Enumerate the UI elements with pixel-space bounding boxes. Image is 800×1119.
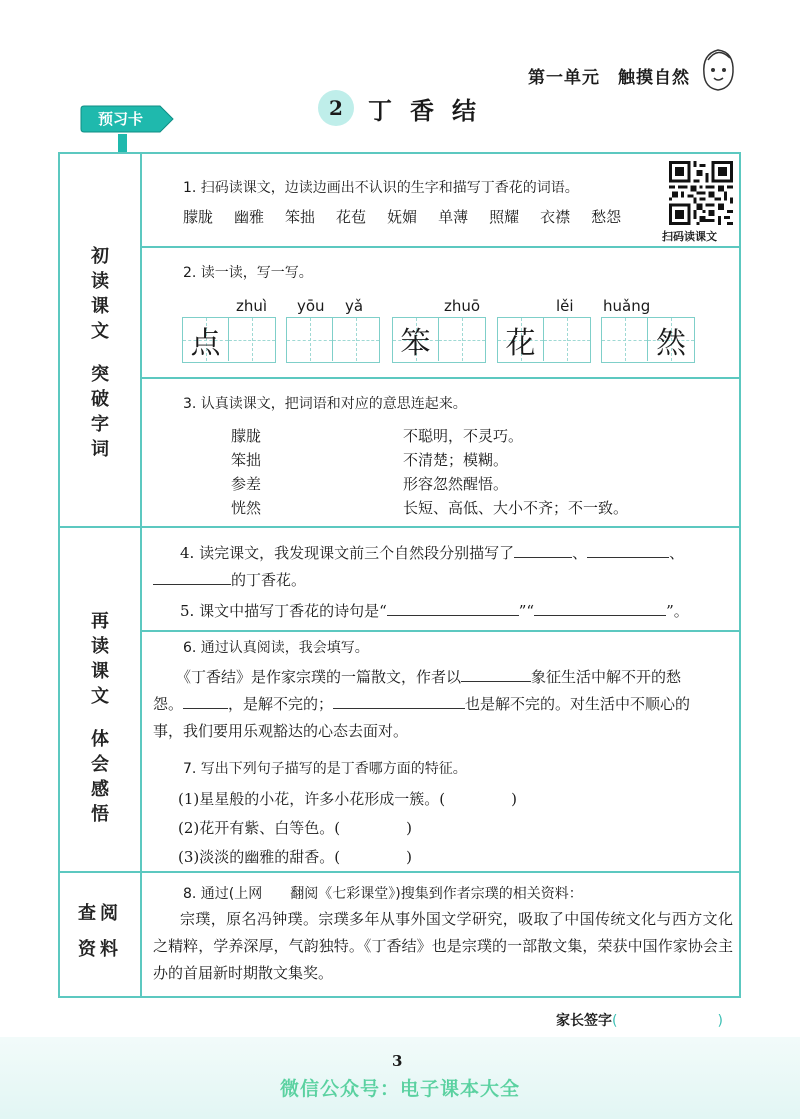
- q1-word: 朦胧: [183, 208, 214, 226]
- grid-cell[interactable]: [602, 318, 648, 361]
- section-label-group: [91, 362, 109, 462]
- divider-q1: [142, 246, 739, 248]
- q7-close: ): [511, 790, 517, 808]
- section-label-second: [60, 609, 140, 827]
- section-label-char: 会: [91, 754, 109, 775]
- qr-code-icon[interactable]: [666, 161, 736, 225]
- pinyin: zhuō: [444, 297, 481, 315]
- q1-word: 单薄: [438, 208, 469, 226]
- section-label-char: 悟: [91, 804, 109, 825]
- writing-grid-1: [182, 317, 276, 363]
- q1-word: 幽雅: [234, 208, 265, 226]
- q5-part-b: ”“: [518, 602, 535, 620]
- q6-t3: 怨。: [153, 695, 184, 713]
- unit-header: [510, 63, 690, 88]
- q1-word: 衣襟: [540, 208, 571, 226]
- divider-section1: [60, 526, 739, 528]
- writing-grid-3: [392, 317, 486, 363]
- unit-label: 第一单元: [528, 68, 600, 88]
- q7-close: ): [406, 848, 412, 866]
- q7-item[interactable]: [178, 844, 758, 871]
- q7-item-text: (2)花开有紫、白等色。(: [178, 819, 341, 837]
- q6-t2: 象征生活中解不开的愁: [531, 668, 682, 686]
- grid-char: [287, 318, 332, 361]
- grid-char: 花: [505, 325, 536, 361]
- section-label-group: [91, 244, 109, 344]
- qr-label: 扫码读课文: [662, 230, 717, 243]
- q5-blank-2[interactable]: [534, 598, 666, 616]
- preview-tag: [80, 104, 175, 134]
- sign-label: 家长签字: [556, 1013, 612, 1029]
- q4-text: [153, 540, 733, 594]
- q7-close: ): [406, 819, 412, 837]
- grid-cell[interactable]: [439, 318, 485, 361]
- grid-char: [229, 318, 275, 361]
- section-third-line2: 资料: [78, 939, 122, 960]
- q5-part-c: ”。: [666, 602, 689, 620]
- q4-blank-1[interactable]: [514, 540, 572, 558]
- q6-t6: 事，我们要用乐观豁达的心态去面对。: [153, 722, 409, 740]
- q6-blank-3[interactable]: [333, 691, 465, 709]
- grid-char: [602, 318, 647, 361]
- section-label-char: 字: [91, 414, 109, 435]
- pinyin: zhuì: [236, 297, 268, 315]
- q7-item[interactable]: [178, 786, 758, 813]
- match-term[interactable]: 参差: [231, 475, 262, 493]
- match-meaning[interactable]: 不清楚；模糊。: [403, 451, 509, 469]
- q4-blank-2[interactable]: [587, 540, 669, 558]
- lesson-name: 丁香结: [368, 95, 494, 125]
- q5-blank-1[interactable]: [387, 598, 519, 616]
- grid-char: 然: [656, 325, 686, 361]
- q6-blank-2[interactable]: [183, 691, 228, 709]
- section-label-char: 课: [91, 296, 109, 317]
- section-label-char: 文: [91, 686, 109, 707]
- q6-text: [153, 664, 733, 745]
- match-term[interactable]: 恍然: [231, 499, 262, 517]
- q5-text: [153, 598, 733, 625]
- lesson-number: 2: [318, 90, 354, 126]
- section-label-char: 体: [91, 729, 109, 750]
- match-term[interactable]: 朦胧: [231, 427, 262, 445]
- q6-t5: 也是解不完的。对生活中不顺心的: [465, 695, 691, 713]
- q7-prompt: 7. 写出下列句子描写的是丁香哪方面的特征。: [183, 761, 467, 777]
- q6-blank-1[interactable]: [461, 664, 531, 682]
- divider-q2: [142, 377, 739, 379]
- grid-cell[interactable]: [229, 318, 275, 361]
- q3-prompt: 3. 认真读课文，把词语和对应的意思连起来。: [183, 396, 467, 412]
- sign-paren-open: (: [612, 1013, 618, 1029]
- grid-cell: [393, 318, 439, 361]
- q4-line1: 4. 读完课文，我发现课文前三个自然段分别描写了: [180, 544, 515, 562]
- section-label-char: 感: [91, 779, 109, 800]
- mascot-icon: [698, 44, 738, 94]
- q8-body: 宗璞，原名冯钟璞。宗璞多年从事外国文学研究，吸取了中国传统文化与西方文化之精粹，学养深厚，气韵独特。《丁香结》也是宗璞的一部散文集，荣获中国作家协会主办的首届新时期散文集奖。: [153, 910, 733, 982]
- pinyin: yǎ: [345, 297, 364, 315]
- pinyin: yōu: [297, 297, 325, 315]
- parent-signature: [556, 1010, 723, 1030]
- divider-q5: [142, 630, 739, 632]
- grid-cell: [648, 318, 694, 361]
- pinyin: huǎng: [603, 297, 651, 315]
- pinyin: lěi: [556, 297, 574, 315]
- section-label-char: 读: [91, 636, 109, 657]
- q1-word: 笨拙: [285, 208, 316, 226]
- q4-line2: 的丁香花。: [231, 571, 307, 589]
- section-label-group: [91, 727, 109, 827]
- divider-section2: [60, 871, 739, 873]
- q1-word: 花苞: [336, 208, 367, 226]
- q4-sep: 、: [669, 544, 685, 562]
- writing-grid-4: [497, 317, 591, 363]
- section-label-char: 初: [91, 246, 109, 267]
- section-label-char: 破: [91, 389, 109, 410]
- q7-item-text: (1)星星般的小花，许多小花形成一簇。(: [178, 790, 446, 808]
- lesson-title: [318, 86, 494, 130]
- section-label-char: 词: [91, 439, 109, 460]
- section-second-col1: [91, 609, 109, 827]
- q6-t4: ，是解不完的；: [228, 695, 334, 713]
- q5-part-a: 5. 课文中描写丁香花的诗句是“: [180, 602, 387, 620]
- q7-item-text: (3)淡淡的幽雅的甜香。(: [178, 848, 341, 866]
- match-term[interactable]: 笨拙: [231, 451, 262, 469]
- sign-paren-close: ): [717, 1013, 723, 1029]
- section-first-col1: [91, 244, 109, 462]
- grid-cell: [183, 318, 229, 361]
- q1-word: 愁怨: [591, 208, 622, 226]
- section-label-char: 文: [91, 321, 109, 342]
- match-meaning[interactable]: 长短、高低、大小不齐；不一致。: [403, 499, 629, 517]
- section-label-char: 再: [91, 611, 109, 632]
- q1-prompt: 1. 扫码读课文，边读边画出不认识的生字和描写丁香花的词语。: [183, 180, 579, 196]
- q4-sep: 、: [572, 544, 588, 562]
- q6-t1: 《丁香结》是作家宗璞的一篇散文，作者以: [176, 668, 462, 686]
- q1-word: 妩媚: [387, 208, 418, 226]
- q6-prompt: 6. 通过认真阅读，我会填写。: [183, 640, 369, 656]
- q1-word: 照耀: [489, 208, 520, 226]
- grid-char: [439, 318, 485, 361]
- q2-prompt: 2. 读一读，写一写。: [183, 265, 313, 281]
- tag-pole: [118, 134, 127, 154]
- section-label-third: [60, 899, 140, 961]
- section-third-line1: 查阅: [78, 903, 122, 924]
- section-label-char: 读: [91, 271, 109, 292]
- section-label-first: [60, 244, 140, 462]
- q8-prompt: 8. 通过(上网 翻阅《七彩课堂》)搜集到作者宗璞的相关资料：: [183, 886, 583, 902]
- grid-char: 点: [190, 325, 221, 361]
- match-meaning[interactable]: 形容忽然醒悟。: [403, 475, 509, 493]
- grid-cell[interactable]: [333, 318, 379, 361]
- grid-cell[interactable]: [287, 318, 333, 361]
- section-label-char: 课: [91, 661, 109, 682]
- wechat-watermark: 微信公众号：电子课本大全: [279, 1078, 520, 1100]
- match-meaning[interactable]: 不聪明，不灵巧。: [403, 427, 524, 445]
- grid-cell: [498, 318, 544, 361]
- section-label-char: 突: [91, 364, 109, 385]
- preview-tag-label: 预习卡: [98, 110, 144, 128]
- q4-blank-3[interactable]: [153, 567, 231, 585]
- q7-item[interactable]: [178, 815, 758, 842]
- writing-grid-2: [286, 317, 380, 363]
- grid-cell[interactable]: [544, 318, 590, 361]
- writing-grid-5: [601, 317, 695, 363]
- grid-char: [544, 318, 590, 361]
- unit-title: 触摸自然: [618, 68, 690, 88]
- q1-word-list: [183, 206, 621, 227]
- grid-char: 笨: [400, 325, 431, 361]
- section-label-group: [91, 609, 109, 709]
- page-number: 3: [392, 1052, 403, 1070]
- grid-char: [333, 318, 379, 361]
